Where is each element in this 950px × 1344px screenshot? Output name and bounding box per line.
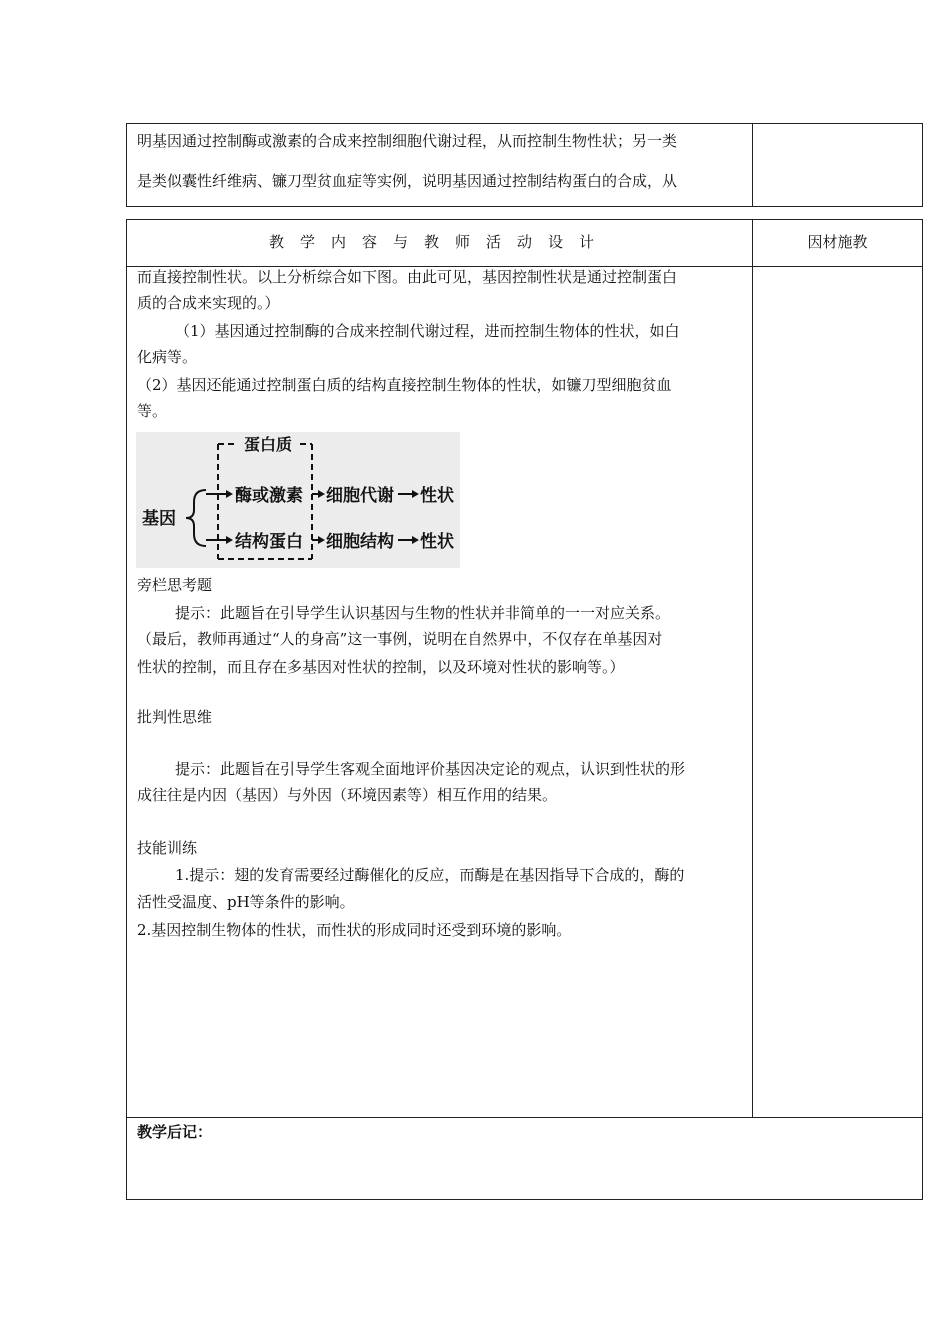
content-line: 性状的控制，而且存在多基因对性状的控制，以及环境对性状的影响等。） [137,658,625,676]
diagram-metabolism-label: 细胞代谢 [326,486,394,506]
column-divider [752,220,753,1117]
section-title: 技能训练 [137,839,198,857]
content-line: （2）基因还能通过控制蛋白质的结构直接控制生物体的性状，如镰刀型细胞贫血 [137,376,672,394]
content-line: 等。 [137,402,168,420]
main-table [126,219,923,1200]
top-line-1: 明基因通过控制酶或激素的合成来控制细胞代谢过程，从而控制生物性状；另一类 [137,132,678,150]
top-line-2: 是类似囊性纤维病、镰刀型贫血症等实例，说明基因通过控制结构蛋白的合成，从 [137,172,678,190]
content-line: 2.基因控制生物体的性状，而性状的形成同时还受到环境的影响。 [137,921,572,939]
content-line: （最后，教师再通过“人的身高”这一事例，说明在自然界中，不仅存在单基因对 [137,630,663,648]
content-line: 提示：此题旨在引导学生认识基因与生物的性状并非简单的一一对应关系。 [175,604,671,622]
diagram-gene-label: 基因 [142,509,176,529]
content-line: （1）基因通过控制酶的合成来控制代谢过程，进而控制生物体的性状，如白 [175,322,680,340]
diagram-protein-label: 蛋白质 [243,435,293,454]
gene-trait-diagram [136,432,460,568]
diagram-enzyme-label: 酶或激素 [235,486,303,506]
content-line: 活性受温度、pH等条件的影响。 [137,893,355,911]
section-title: 旁栏思考题 [137,576,213,594]
postscript-divider [127,1117,922,1118]
content-line: 1.提示：翅的发育需要经过酶催化的反应，而酶是在基因指导下合成的，酶的 [175,866,685,884]
table-header-side: 因材施教 [807,233,868,251]
section-title: 批判性思维 [137,708,213,726]
top-table [126,123,923,207]
diagram-trait-label-1: 性状 [420,486,454,506]
content-line: 质的合成来实现的。） [137,294,280,312]
diagram-trait-label-2: 性状 [420,532,454,552]
diagram-structure-label: 细胞结构 [326,532,394,552]
table-header-main: 教学内容与教师活动设计 [268,233,610,251]
diagram-structural-protein-label: 结构蛋白 [235,532,303,552]
content-line: 成往往是内因（基因）与外因（环境因素等）相互作用的结果。 [137,786,558,804]
content-line: 而直接控制性状。以上分析综合如下图。由此可见，基因控制性状是通过控制蛋白 [137,268,678,286]
postscript-label: 教学后记： [137,1123,213,1141]
content-line: 提示：此题旨在引导学生客观全面地评价基因决定论的观点，认识到性状的形 [175,760,686,778]
column-divider [752,124,753,206]
content-line: 化病等。 [137,348,198,366]
